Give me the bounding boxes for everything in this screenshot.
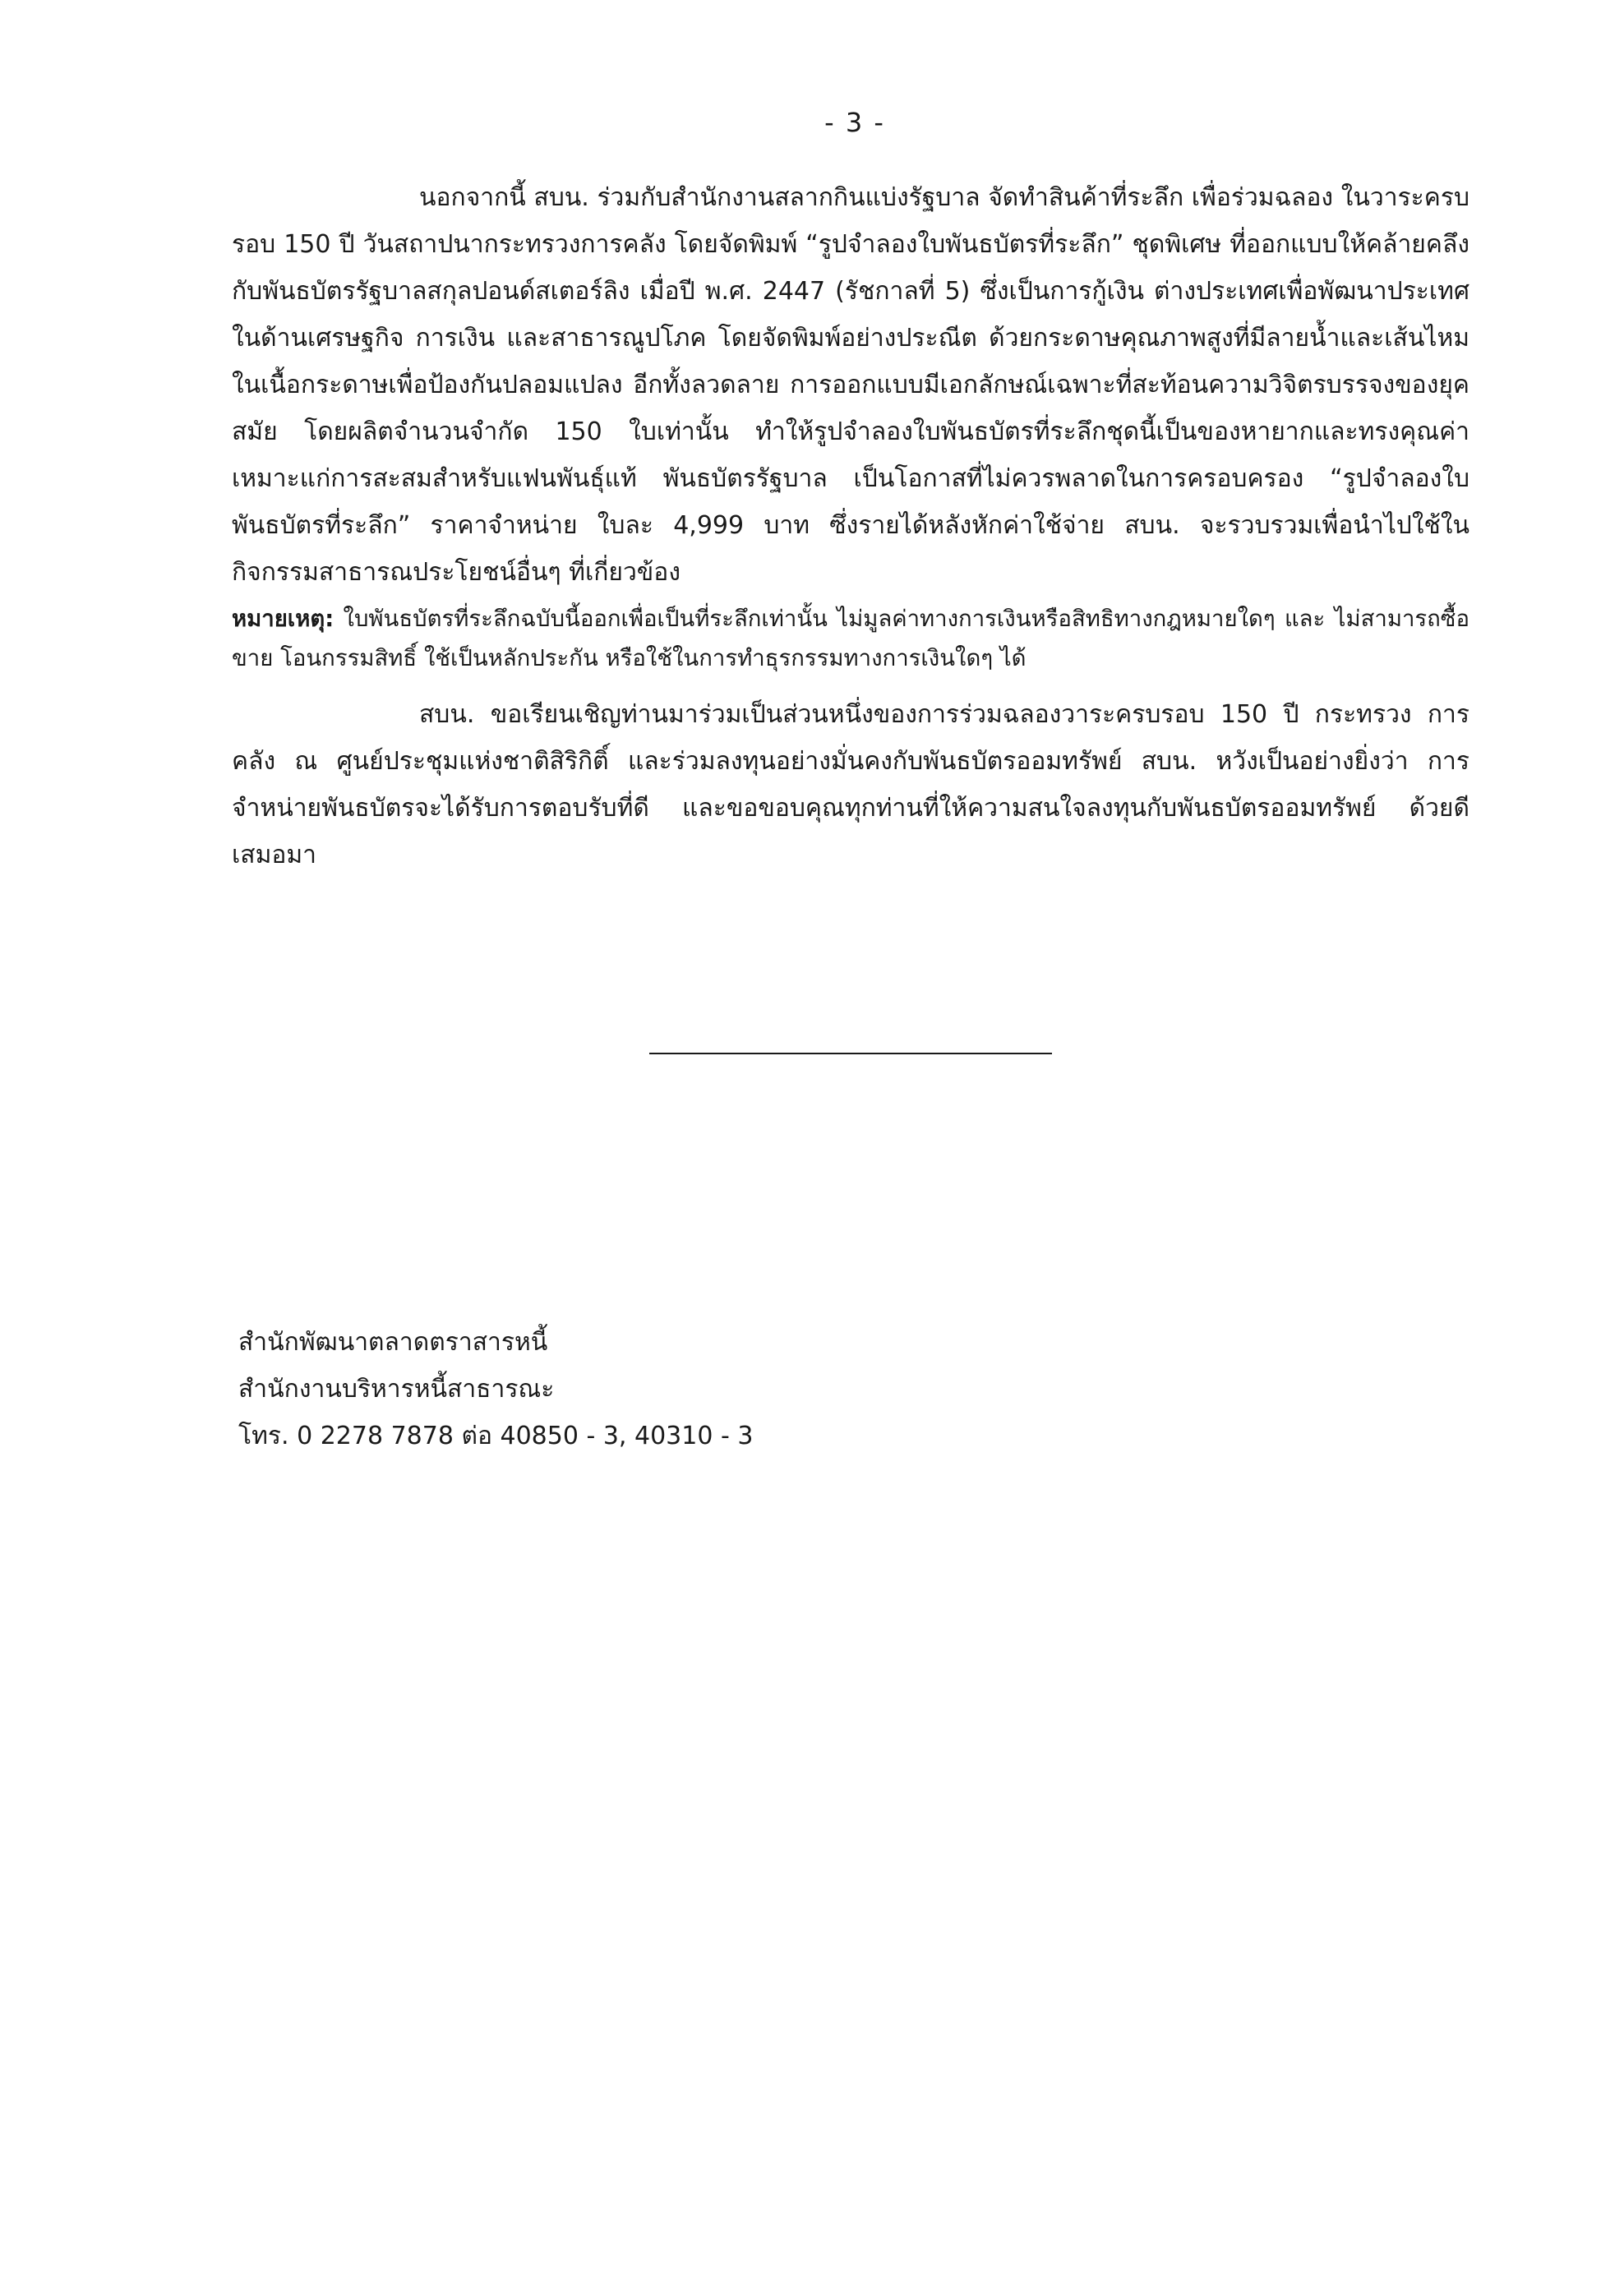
contact-agency: สำนักงานบริหารหนี้สาธารณะ xyxy=(238,1375,555,1404)
contact-office: สำนักพัฒนาตลาดตราสารหนี้ xyxy=(238,1328,548,1357)
paragraph-invitation: สบน. ขอเรียนเชิญท่านมาร่วมเป็นส่วนหนึ่งของการร่วมฉลองวาระครบรอบ 150 ปี กระทรวง การคลัง ณ ศูนย์ประชุมแห่งชาติสิริกิติ์ และร่วมลงทุนอย่างมั่นคงกับพันธบัตรออมทรัพย์ สบน. หวังเป็นอย่างยิ่งว่า การจำหน่ายพันธบัตรจะได้รับการตอบรับที่ดี และขอขอบคุณทุกท่านที่ให้ความสนใจลงทุนกับพันธบัตรออมทรัพย์ ด้วยดีเสมอมา xyxy=(232,700,1469,869)
paragraph-commemorative-bond: นอกจากนี้ สบน. ร่วมกับสำนักงานสลากกินแบ่งรัฐบาล จัดทำสินค้าที่ระลึก เพื่อร่วมฉลอง ในวาระครบรอบ 150 ปี วันสถาปนากระทรวงการคลัง โดยจัดพิมพ์ “รูปจำลองใบพันธบัตรที่ระลึก” ชุดพิเศษ ที่ออกแบบให้คล้ายคลึงกับพันธบัตรรัฐบาลสกุลปอนด์สเตอร์ลิง เมื่อปี พ.ศ. 2447 (รัชกาลที่ 5) ซึ่งเป็นการกู้เงิน ต่างประเทศเพื่อพัฒนาประเทศในด้านเศรษฐกิจ การเงิน และสาธารณูปโภค โดยจัดพิมพ์อย่างประณีต ด้วยกระดาษคุณภาพสูงที่มีลายน้ำและเส้นไหมในเนื้อกระดาษเพื่อป้องกันปลอมแปลง อีกทั้งลวดลาย การออกแบบมีเอกลักษณ์เฉพาะที่สะท้อนความวิจิตรบรรจงของยุคสมัย โดยผลิตจำนวนจำกัด 150 ใบเท่านั้น ทำให้รูปจำลองใบพันธบัตรที่ระลึกชุดนี้เป็นของหายากและทรงคุณค่า เหมาะแก่การสะสมสำหรับแฟนพันธุ์แท้ พันธบัตรรัฐบาล เป็นโอกาสที่ไม่ควรพลาดในการครอบครอง “รูปจำลองใบพันธบัตรที่ระลึก” ราคาจำหน่าย ใบละ 4,999 บาท ซึ่งรายได้หลังหักค่าใช้จ่าย สบน. จะรวบรวมเพื่อนำไปใช้ในกิจกรรมสาธารณประโยชน์อื่นๆ ที่เกี่ยวข้อง xyxy=(232,183,1469,587)
section-divider xyxy=(649,1053,1052,1054)
contact-phone: โทร. 0 2278 7878 ต่อ 40850 - 3, 40310 - 3 xyxy=(238,1422,754,1450)
note-text: ใบพันธบัตรที่ระลึกฉบับนี้ออกเพื่อเป็นที่ระลึกเท่านั้น ไม่มูลค่าทางการเงินหรือสิทธิทางกฎหมายใดๆ และ ไม่สามารถซื้อขาย โอนกรรมสิทธิ์ ใช้เป็นหลักประกัน หรือใช้ในการทำธุรกรรมทางการเงินใดๆ ได้ xyxy=(232,606,1469,671)
document-body xyxy=(232,174,1469,878)
note-label: หมายเหตุ: xyxy=(232,606,334,632)
contact-block xyxy=(238,1319,753,1459)
page-number: - 3 - xyxy=(824,107,885,138)
note xyxy=(232,599,1469,678)
